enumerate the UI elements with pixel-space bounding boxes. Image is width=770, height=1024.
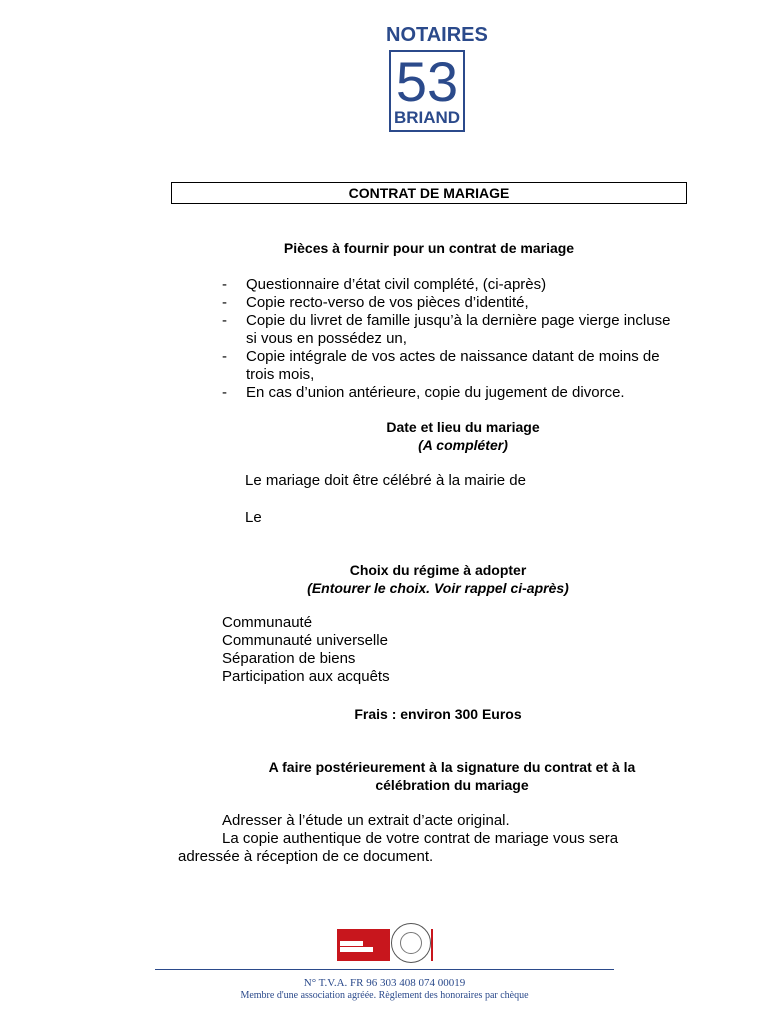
regime-option: Communauté universelle	[222, 632, 388, 649]
logo-frame	[389, 50, 465, 132]
regime-heading: Choix du régime à adopter	[349, 562, 527, 578]
logo-bottom-text: BRIAND	[393, 108, 461, 127]
frais-text: Frais : environ 300 Euros	[354, 706, 522, 722]
footer-membre: Membre d'une association agréée. Règlement des honoraires par chèque	[240, 990, 529, 1001]
date-lieu-subheading: (A compléter)	[418, 437, 508, 453]
mairie-line: Le mariage doit être célébré à la mairie de	[245, 472, 526, 489]
posterieur-line-3: adressée à réception de ce document.	[178, 848, 434, 865]
footer-divider	[155, 969, 614, 970]
list-item: - En cas d’union antérieure, copie du jugement de divorce.	[222, 384, 625, 401]
logo-top-text: NOTAIRES	[386, 24, 488, 46]
certification-bar	[431, 929, 433, 961]
notaires-logo	[386, 24, 488, 136]
footer-tva: N° T.V.A. FR 96 303 408 074 00019	[303, 977, 466, 989]
pieces-list	[222, 276, 682, 402]
posterieur-heading-2: célébration du mariage	[375, 777, 529, 793]
date-lieu-heading: Date et lieu du mariage	[386, 419, 540, 435]
list-item: - Copie recto-verso de vos pièces d’identité,	[222, 294, 529, 311]
list-item: - Copie intégrale de vos actes de naissance datant de moins de trois mois,	[222, 348, 660, 383]
regime-option: Participation aux acquêts	[222, 668, 390, 685]
logo-number: 53	[395, 50, 459, 113]
posterieur-heading-1: A faire postérieurement à la signature du contrat et à la	[268, 759, 636, 775]
certification-seal-icon	[391, 923, 431, 963]
document-title: CONTRAT DE MARIAGE	[171, 182, 687, 204]
list-item: - Questionnaire d’état civil complété, (ci-après)	[222, 276, 547, 293]
list-item: - Copie du livret de famille jusqu’à la dernière page vierge incluse si vous en possédez un,	[222, 312, 671, 347]
date-line: Le	[245, 509, 262, 526]
regime-option: Communauté	[222, 614, 313, 631]
certification-logo	[337, 929, 390, 961]
regime-subheading: (Entourer le choix. Voir rappel ci-après)	[307, 580, 569, 596]
regime-option: Séparation de biens	[222, 650, 356, 667]
pieces-heading: Pièces à fournir pour un contrat de mariage	[283, 240, 575, 256]
posterieur-line-1: Adresser à l’étude un extrait d’acte original.	[222, 812, 510, 829]
regime-options	[222, 614, 390, 686]
posterieur-line-2: La copie authentique de votre contrat de mariage vous sera	[222, 830, 619, 847]
